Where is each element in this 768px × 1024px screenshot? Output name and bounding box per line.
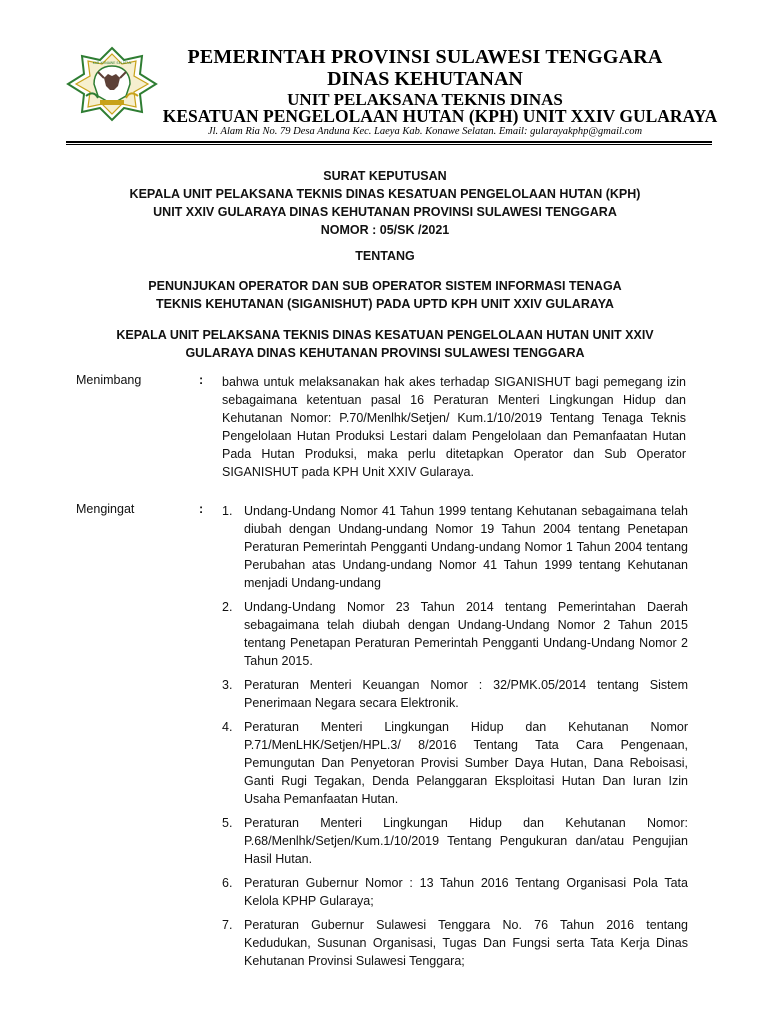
list-item-text: Undang-Undang Nomor 41 Tahun 1999 tentang Kehutanan sebagaimana telah diubah dengan Undang-undang Nomor 19 Tahun 2004 tentang Penetapan Peraturan Pemerintah Pengganti Undang-undang Nomor 1 Tahun 2004 tentang Perubahan atas Undang-undang Nomor 41 Tahun 1999 tentang Kehutanan menjadi Undang-undang: [244, 504, 688, 590]
list-item: [222, 814, 688, 868]
list-item-text: Peraturan Gubernur Nomor : 13 Tahun 2016 Tentang Organisasi Pola Tata Kelola KPHP Gularaya;: [244, 876, 688, 908]
letterhead-rule-thick: [66, 141, 712, 143]
list-item-text: Undang-Undang Nomor 23 Tahun 2014 tentang Pemerintahan Daerah sebagaimana telah diubah dengan Undang-Undang Nomor 2 Tahun 2015 tentang Penetapan Peraturan Pemerintah Pengganti Undang-Undang Nomor 2 Tahun 2015.: [244, 600, 688, 668]
mengingat-list: [222, 502, 688, 976]
mengingat-colon: :: [199, 502, 204, 516]
list-item-number: 1.: [222, 504, 233, 518]
list-item-text: Peraturan Menteri Keuangan Nomor : 32/PMK.05/2014 tentang Sistem Penerimaan Negara secara Elektronik.: [244, 678, 688, 710]
letterhead-agency: DINAS KEHUTANAN: [327, 68, 523, 90]
list-item: [222, 598, 688, 670]
menimbang-text: bahwa untuk melaksanakan hak akes terhadap SIGANISHUT bagi pemegang izin sebagaimana ketentuan pasal 16 Peraturan Menteri Lingkungan Hidup dan Kehutanan Nomor: P.70/Menlhk/Setjen/ Kum.1/10/2019 Tentang Tenaga Teknis Pengelolaan Hutan Produksi Lestari dalam Pengelolaan dan Pemanfaatan Hutan Pada Hutan Produksi, maka perlu ditetapkan Operator dan Sub Operator SIGANISHUT pada KPH Unit XXIV Gularaya.: [222, 375, 686, 479]
decree-subject: [60, 277, 710, 313]
menimbang-colon: :: [199, 373, 204, 387]
list-item-number: 6.: [222, 876, 233, 890]
list-item-number: 2.: [222, 600, 233, 614]
svg-text:KAB KONAWE SELATAN: KAB KONAWE SELATAN: [92, 61, 132, 65]
letterhead-unit: UNIT PELAKSANA TEKNIS DINAS: [287, 90, 563, 109]
decree-head-line-1: KEPALA UNIT PELAKSANA TEKNIS DINAS KESATUAN PENGELOLAAN HUTAN UNIT XXIV: [116, 328, 654, 342]
list-item-number: 3.: [222, 678, 233, 692]
decree-number: NOMOR : 05/SK /2021: [320, 223, 450, 237]
menimbang-label: Menimbang: [76, 373, 142, 387]
decree-subject-line-2: TEKNIS KEHUTANAN (SIGANISHUT) PADA UPTD KPH UNIT XXIV GULARAYA: [156, 297, 614, 311]
list-item-text: Peraturan Menteri Lingkungan Hidup dan Kehutanan Nomor: P.68/Menlhk/Setjen/Kum.1/10/2019 Tentang Pengukuran dan/atau Pengujian Hasil Hutan.: [244, 816, 688, 866]
decree-issuer-line-1: KEPALA UNIT PELAKSANA TEKNIS DINAS KESATUAN PENGELOLAAN HUTAN (KPH): [129, 187, 641, 201]
letterhead-rule-thin: [66, 144, 712, 145]
decree-title: SURAT KEPUTUSAN: [323, 169, 447, 183]
list-item-text: Peraturan Gubernur Sulawesi Tenggara No. 76 Tahun 2016 tentang Kedudukan, Susunan Organisasi, Tugas Dan Fungsi serta Tata Kerja Dinas Kehutanan Provinsi Sulawesi Tenggara;: [244, 918, 688, 968]
letterhead-government: PEMERINTAH PROVINSI SULAWESI TENGGARA: [187, 46, 663, 68]
decree-head-line-2: GULARAYA DINAS KEHUTANAN PROVINSI SULAWESI TENGGARA: [185, 346, 585, 360]
letterhead-kph: KESATUAN PENGELOLAAN HUTAN (KPH) UNIT XXIV GULARAYA: [162, 106, 718, 126]
list-item: [222, 916, 688, 970]
decree-issuer-line-2: UNIT XXIV GULARAYA DINAS KEHUTANAN PROVINSI SULAWESI TENGGARA: [153, 205, 617, 219]
list-item-text: Peraturan Menteri Lingkungan Hidup dan Kehutanan Nomor P.71/MenLHK/Setjen/HPL.3/ 8/2016 Tentang Tata Cara Pengenaan, Pemungutan Dan Penyetoran Provisi Sumber Daya Hutan, Dana Reboisasi, Ganti Rugi Tegakan, Denda Pelanggaran Eksploitasi Hutan Dan Iuran Izin Usaha Pemanfaatan Hutan.: [244, 720, 688, 806]
list-item: [222, 718, 688, 808]
mengingat-label: Mengingat: [76, 502, 135, 516]
list-item: [222, 502, 688, 592]
decree-heading: [60, 167, 710, 239]
letterhead-address: Jl. Alam Ria No. 79 Desa Anduna Kec. Laeya Kab. Konawe Selatan. Email: gularayakphp@gmail.com: [207, 126, 643, 137]
list-item: [222, 676, 688, 712]
list-item-number: 7.: [222, 918, 233, 932]
decree-head: [60, 326, 710, 362]
decree-subject-line-1: PENUNJUKAN OPERATOR DAN SUB OPERATOR SISTEM INFORMASI TENAGA: [148, 279, 622, 293]
list-item: [222, 874, 688, 910]
list-item-number: 4.: [222, 720, 233, 734]
regency-logo-emblem: [64, 46, 160, 122]
decree-about: TENTANG: [355, 249, 415, 263]
list-item-number: 5.: [222, 816, 233, 830]
